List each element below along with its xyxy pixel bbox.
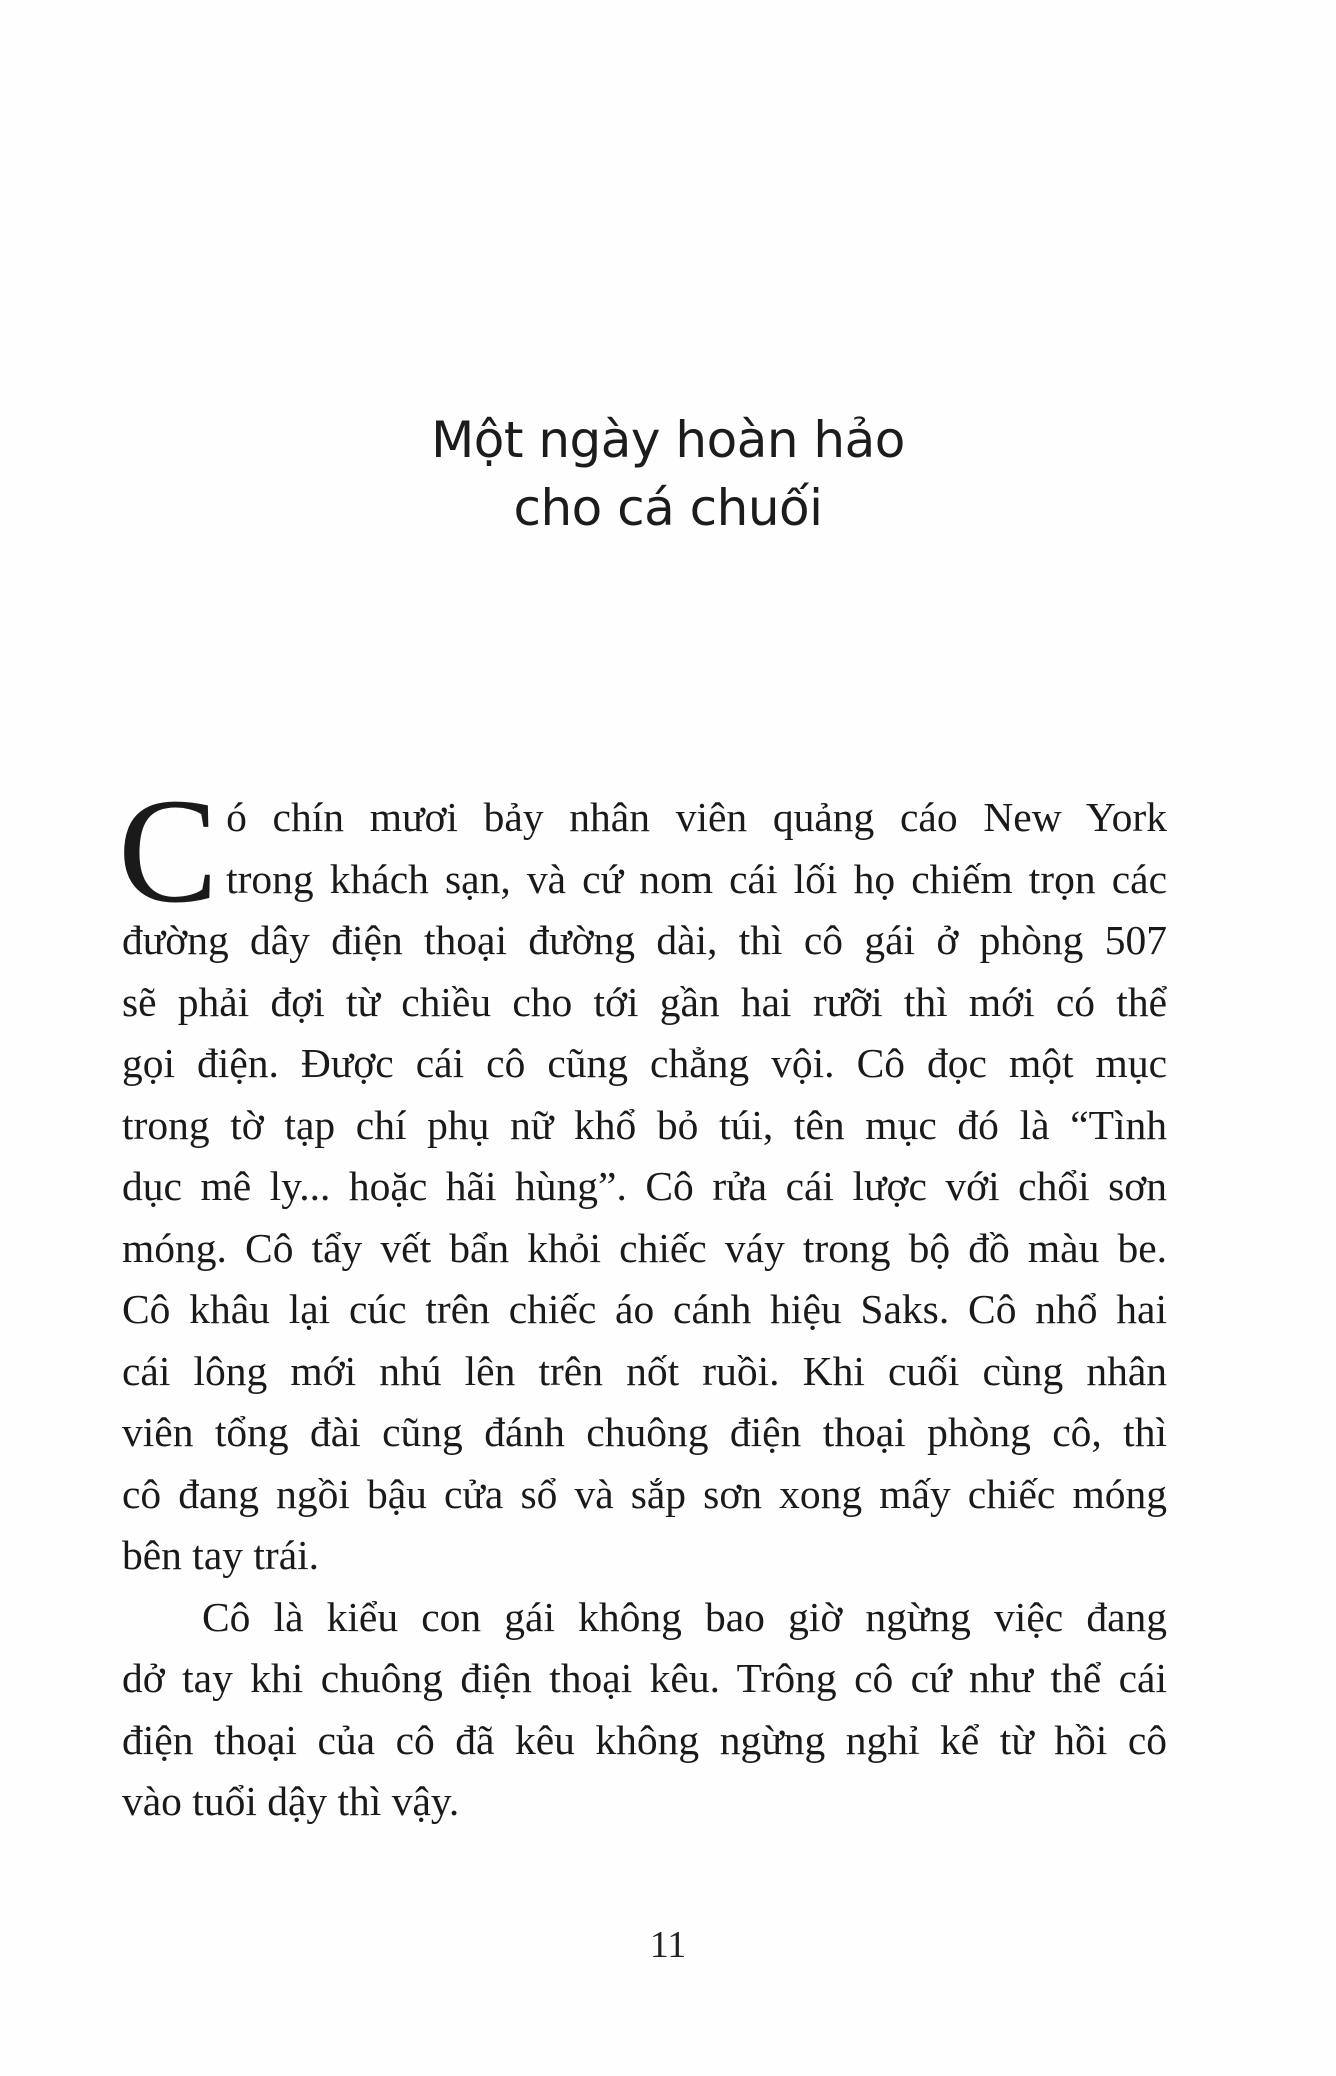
- text-line: Cô khâu lại cúc trên chiếc áo cánh hiệu Saks. Cô nhổ hai: [122, 1286, 1167, 1332]
- body-text: [118, 768, 1167, 1833]
- text-line: gọi điện. Được cái cô cũng chẳng vội. Cô đọc một mục: [122, 1040, 1167, 1086]
- text-line: viên tổng đài cũng đánh chuông điện thoại phòng cô, thì: [122, 1409, 1167, 1455]
- paragraph-2: [122, 1587, 1167, 1833]
- text-line: cái lông mới nhú lên trên nốt ruồi. Khi cuối cùng nhân: [122, 1347, 1167, 1394]
- chapter-title-line-2: cho cá chuối: [513, 479, 823, 537]
- text-line: móng. Cô tẩy vết bẩn khỏi chiếc váy trong bộ đồ màu be.: [122, 1224, 1167, 1271]
- drop-cap: C: [118, 768, 219, 934]
- chapter-title: [0, 406, 1336, 542]
- paragraph-1: [118, 768, 1167, 1587]
- text-line: dục mê ly... hoặc hãi hùng”. Cô rửa cái lược với chổi sơn: [122, 1163, 1167, 1209]
- chapter-title-line-1: Một ngày hoàn hảo: [431, 411, 905, 469]
- page-number: 11: [649, 1924, 687, 1966]
- text-line: vào tuổi dậy thì vậy.: [122, 1778, 460, 1824]
- text-line: ó chín mươi bảy nhân viên quảng cáo New York: [226, 794, 1167, 840]
- text-line: trong khách sạn, và cứ nom cái lối họ chiếm trọn các: [226, 855, 1167, 902]
- text-line: điện thoại của cô đã kêu không ngừng nghỉ kể từ hồi cô: [122, 1716, 1167, 1763]
- text-line: trong tờ tạp chí phụ nữ khổ bỏ túi, tên mục đó là “Tình: [122, 1101, 1167, 1148]
- text-line: Cô là kiểu con gái không bao giờ ngừng việc đang: [202, 1593, 1167, 1640]
- text-line: cô đang ngồi bậu cửa sổ và sắp sơn xong mấy chiếc móng: [122, 1470, 1167, 1517]
- text-line: đường dây điện thoại đường dài, thì cô gái ở phòng 507: [122, 917, 1167, 963]
- text-line: sẽ phải đợi từ chiều cho tới gần hai rưỡi thì mới có thể: [122, 978, 1167, 1025]
- text-line: dở tay khi chuông điện thoại kêu. Trông cô cứ như thể cái: [122, 1655, 1167, 1701]
- text-line: bên tay trái.: [122, 1532, 320, 1578]
